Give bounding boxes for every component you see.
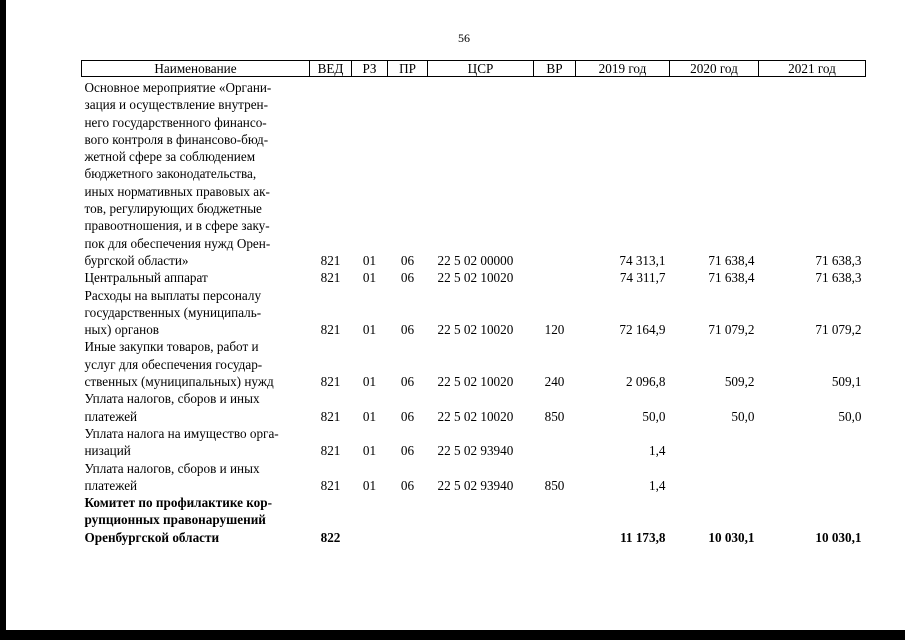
cell-2019: 11 173,8: [620, 529, 666, 545]
header-2019: 2019 год: [576, 61, 670, 77]
cell-2021: [759, 425, 866, 460]
header-ved: ВЕД: [310, 61, 352, 77]
cell-pr: 06: [400, 322, 415, 338]
cell-2021: 50,0: [838, 408, 862, 424]
table-row: [82, 390, 866, 425]
cell-vr: [534, 77, 576, 270]
cell-2020: 50,0: [731, 408, 755, 424]
cell-csr: 22 5 02 93940: [437, 477, 514, 493]
cell-vr: [534, 425, 576, 460]
table-row: [82, 425, 866, 460]
cell-pr: 06: [400, 408, 415, 424]
cell-2019: 50,0: [642, 408, 666, 424]
header-csr: ЦСР: [428, 61, 534, 77]
page-number: 56: [458, 31, 470, 45]
cell-vr: [534, 269, 576, 286]
cell-name: Расходы на выплаты персоналу государственных (муниципаль- ных) органов: [84, 287, 262, 338]
cell-name: Комитет по профилактике кор- рупционных правонарушений Оренбургской области: [84, 495, 273, 545]
cell-name: Центральный аппарат: [84, 270, 208, 286]
cell-rz: 01: [362, 252, 377, 268]
budget-table: [81, 60, 866, 546]
cell-2021: 71 638,3: [815, 252, 862, 268]
cell-csr: 22 5 02 93940: [437, 443, 514, 459]
cell-rz: 01: [362, 374, 377, 390]
cell-csr: 22 5 02 00000: [437, 252, 514, 268]
table-row: [82, 269, 866, 286]
cell-2021: 10 030,1: [815, 529, 862, 545]
table-row: [82, 77, 866, 270]
cell-vr: 850: [544, 477, 565, 493]
table-row: [82, 338, 866, 390]
scan-border-left: [0, 0, 6, 640]
cell-vr: 120: [544, 322, 565, 338]
cell-ved: 821: [320, 477, 341, 493]
cell-2021: 71 638,3: [815, 270, 862, 286]
cell-csr: [428, 494, 534, 546]
scan-border-bottom: [0, 630, 905, 640]
cell-name: Уплата налогов, сборов и иных платежей: [84, 391, 260, 424]
cell-ved: 821: [320, 270, 341, 286]
cell-vr: [534, 494, 576, 546]
cell-vr: 850: [544, 408, 565, 424]
cell-2019: 2 096,8: [625, 374, 666, 390]
cell-ved: 821: [320, 252, 341, 268]
cell-ved: 821: [320, 374, 341, 390]
cell-rz: 01: [362, 443, 377, 459]
cell-2019: 1,4: [649, 477, 666, 493]
header-vr: ВР: [534, 61, 576, 77]
header-2021: 2021 год: [759, 61, 866, 77]
cell-rz: 01: [362, 477, 377, 493]
cell-2019: 1,4: [649, 443, 666, 459]
cell-name: Уплата налога на имущество орга- низаций: [84, 425, 279, 459]
cell-pr: 06: [400, 252, 415, 268]
cell-vr: 240: [544, 374, 565, 390]
cell-pr: 06: [400, 374, 415, 390]
cell-2019: 74 313,1: [619, 252, 666, 268]
table-row: [82, 494, 866, 546]
header-pr: ПР: [388, 61, 428, 77]
cell-2020: 10 030,1: [708, 529, 755, 545]
cell-csr: 22 5 02 10020: [437, 322, 514, 338]
cell-2019: 74 311,7: [619, 270, 666, 286]
cell-rz: [352, 494, 388, 546]
cell-rz: 01: [362, 270, 377, 286]
cell-ved: 821: [320, 443, 341, 459]
cell-2020: 71 638,4: [708, 270, 755, 286]
cell-ved: 821: [320, 408, 341, 424]
cell-name: Основное мероприятие «Органи- зация и осуществление внутрен- него государственного финансо- вого контроля в финансово-бюд- жетной сфере за соблюдением бюджетного законодательства, иных нормативных правовых ак- тов, регулирующих бюджетные правоотношения, и в сфере заку- пок для обеспечения нужд Орен- бургской области»: [84, 80, 272, 268]
cell-name: Уплата налогов, сборов и иных платежей: [84, 460, 260, 493]
cell-csr: 22 5 02 10020: [437, 374, 514, 390]
header-row: [82, 61, 866, 77]
cell-2019: 72 164,9: [619, 322, 666, 338]
header-rz: РЗ: [352, 61, 388, 77]
cell-2020: 71 079,2: [708, 322, 755, 338]
cell-ved: 821: [320, 322, 341, 338]
cell-csr: 22 5 02 10020: [437, 270, 514, 286]
cell-2020: 71 638,4: [708, 252, 755, 268]
cell-pr: [388, 494, 428, 546]
table-row: [82, 287, 866, 339]
cell-pr: 06: [400, 270, 415, 286]
cell-ved: 822: [320, 529, 341, 545]
cell-2021: 509,1: [831, 374, 862, 390]
table-row: [82, 460, 866, 495]
cell-pr: 06: [400, 477, 415, 493]
cell-csr: 22 5 02 10020: [437, 408, 514, 424]
cell-2021: [759, 460, 866, 495]
cell-name: Иные закупки товаров, работ и услуг для обеспечения государ- ственных (муниципальных) нужд: [84, 339, 274, 390]
header-name: Наименование: [82, 61, 310, 77]
header-2020: 2020 год: [670, 61, 759, 77]
table-body: [82, 77, 866, 547]
cell-2020: [670, 425, 759, 460]
cell-2020: 509,2: [724, 374, 755, 390]
cell-2020: [670, 460, 759, 495]
cell-pr: 06: [400, 443, 415, 459]
cell-2021: 71 079,2: [815, 322, 862, 338]
cell-rz: 01: [362, 408, 377, 424]
cell-rz: 01: [362, 322, 377, 338]
